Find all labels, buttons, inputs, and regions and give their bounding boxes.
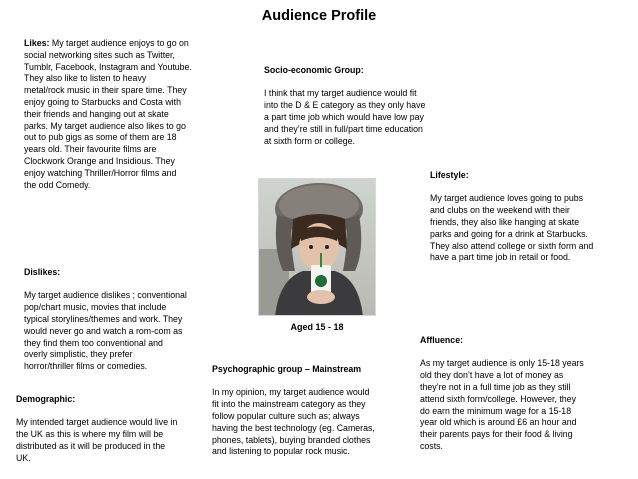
dislikes-text: My target audience dislikes ; conventional pop/chart music, movies that include typical storylines/themes and work. They would never go and watch a rom-com as they find them too conventional and overly simplistic, they prefer horror/thriller films or comedies. [24,290,187,372]
likes-heading: Likes: [24,38,50,48]
likes-text: My target audience enjoys to go on social networking sites such as Twitter, Tumblr, Facebook, Instagram and Youtube. They also like to listen to heavy metal/rock music in their spare time. They enjoy going to Starbucks and Costa with their friends and hanging out at skate parks. My target audience also likes to go out to pub gigs as some of them are 18 years old. Their favourite films are Clockwork Orange and Insidious. They enjoy watching Thriller/Horror films and the odd Comedy. [24,38,192,190]
dislikes-heading: Dislikes: [24,266,61,277]
likes-section [24,38,224,191]
photo-caption: Aged 15 - 18 [290,322,344,332]
lifestyle-heading: Lifestyle: [430,169,469,180]
affluence-text: As my target audience is only 15-18 years old they don’t have a lot of money as they’re not in a full time job as they still attend sixth form/college. However, they do earn the minimum wage for a 15-18 year old which is around £6 an hour and their parents pays for their food & living costs. [420,358,584,451]
psychographic-section [212,352,417,470]
teen-photo [258,178,376,316]
affluence-heading: Affluence: [420,334,464,345]
lifestyle-section [430,158,630,276]
affluence-section [420,323,630,465]
demographic-text: My intended target audience would live in the UK as this is where my film will be distributed as it will be produced in the UK. [16,417,178,463]
demographic-heading: Demographic: [16,393,76,404]
socio-economic-heading: Socio-economic Group: [264,64,364,75]
socio-economic-text: I think that my target audience would fit into the D & E category as they only have a part time job which would have low pay and they’re still in full/part time education at sixth form or college. [264,88,426,146]
psychographic-heading: Psychographic group – Mainstream [212,363,362,374]
demographic-section [16,382,216,476]
page-title: Audience Profile [261,8,377,24]
lifestyle-text: My target audience loves going to pubs and clubs on the weekend with their friends, they also like hanging at skate parks and going for a drink at Starbucks. They also attend college or sixth form and have a part time job in retail or food. [430,193,594,263]
psychographic-text: In my opinion, my target audience would fit into the mainstream category as they follow popular culture such as; always having the best technology (eg. Cameras, phones, tablets), buying branded clothes and listening to popular rock music. [212,387,375,457]
dislikes-section [24,255,229,385]
socio-economic-section [264,53,464,159]
